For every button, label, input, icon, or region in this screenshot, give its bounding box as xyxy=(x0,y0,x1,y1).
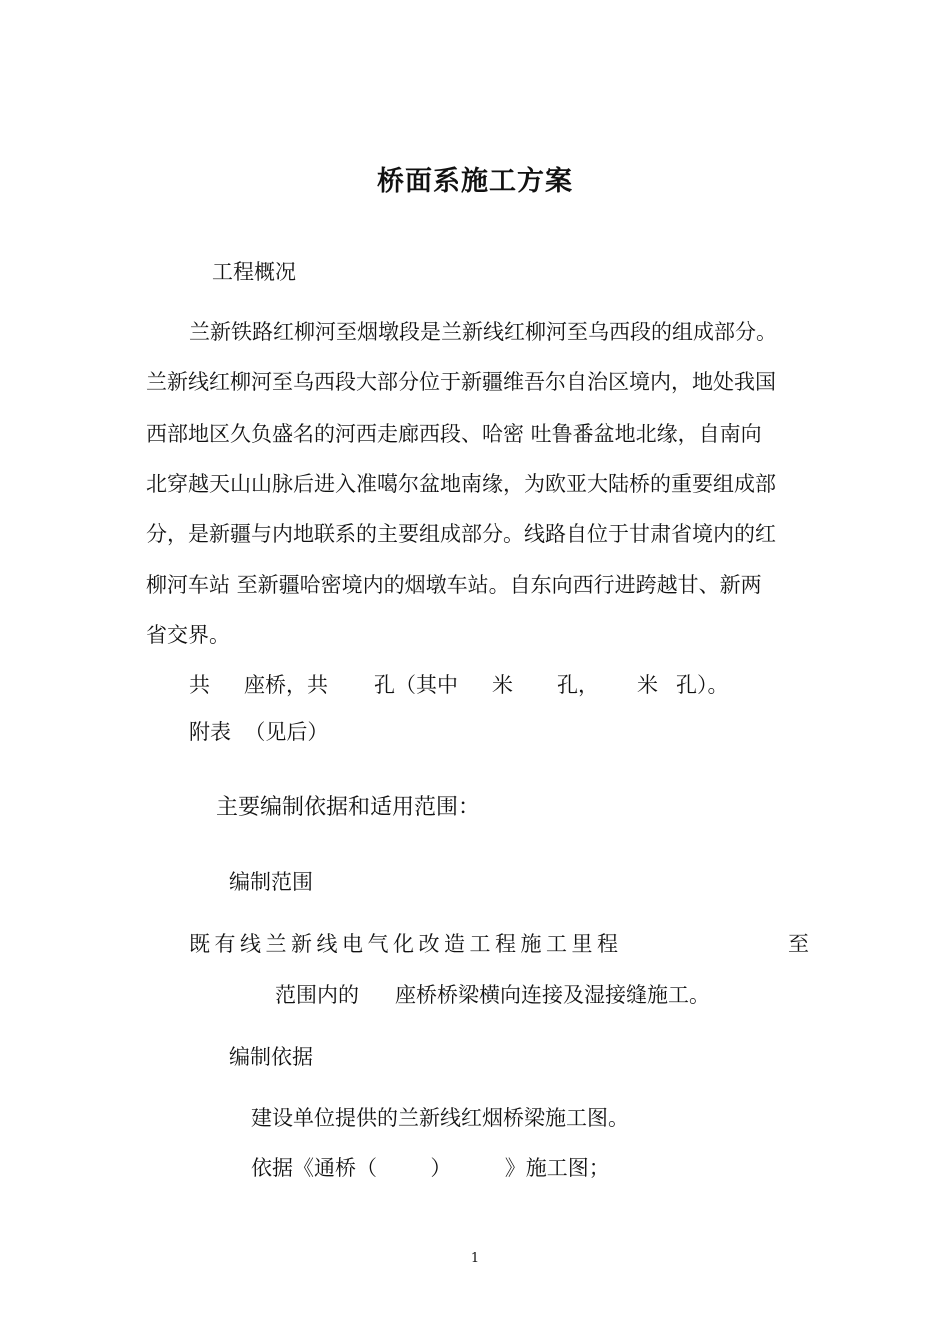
bridge-count-part: 孔（其中 xyxy=(374,673,458,697)
overview-line-1: 兰新铁路红柳河至烟墩段是兰新线红柳河至乌西段的组成部分。 xyxy=(189,320,777,344)
overview-line-6: 柳河车站 至新疆哈密境内的烟墩车站。自东向西行进跨越甘、新两 xyxy=(146,573,762,597)
scope-line-1 xyxy=(189,934,809,955)
appendix-line: 附表 （见后） xyxy=(189,720,329,744)
overview-line-3: 西部地区久负盛名的河西走廊西段、哈密 吐鲁番盆地北缘，自南向 xyxy=(146,422,762,446)
bridge-count-part: 共 xyxy=(189,673,210,697)
overview-line-4: 北穿越天山山脉后进入准噶尔盆地南缘，为欧亚大陆桥的重要组成部 xyxy=(146,472,776,496)
scope-line-1-right: 至 xyxy=(788,932,809,956)
section-heading-overview: 工程概况 xyxy=(212,260,296,284)
basis-item-2: 依据《通桥（ ） 》施工图； xyxy=(251,1156,610,1180)
overview-line-2: 兰新线红柳河至乌西段大部分位于新疆维吾尔自治区境内，地处我国 xyxy=(146,370,776,394)
page-number: 1 xyxy=(470,1251,480,1266)
bridge-count-part: 米 xyxy=(637,673,658,697)
bridge-count-part: 米 xyxy=(492,673,513,697)
scope-line-1-left: 既有线兰新线电气化改造工程施工里程 xyxy=(189,932,623,956)
bridge-count-part: 孔， xyxy=(557,673,599,697)
scope-line-2-part: 座桥桥梁横向连接及湿接缝施工。 xyxy=(395,983,710,1007)
scope-line-2 xyxy=(275,985,940,1006)
bridge-count-part: 孔）。 xyxy=(676,673,729,697)
overview-line-5: 分，是新疆与内地联系的主要组成部分。线路自位于甘肃省境内的红 xyxy=(146,522,776,546)
subheading-scope: 编制范围 xyxy=(229,870,313,894)
bridge-count-line xyxy=(189,675,854,696)
overview-line-7: 省交界。 xyxy=(146,623,230,647)
section-heading-basis: 主要编制依据和适用范围： xyxy=(216,795,481,820)
scope-line-2-part: 范围内的 xyxy=(275,983,359,1007)
bridge-count-part: 座桥，共 xyxy=(244,673,328,697)
basis-item-1: 建设单位提供的兰新线红烟桥梁施工图。 xyxy=(251,1106,629,1130)
document-title: 桥面系施工方案 xyxy=(377,166,573,197)
subheading-basis: 编制依据 xyxy=(229,1045,313,1069)
